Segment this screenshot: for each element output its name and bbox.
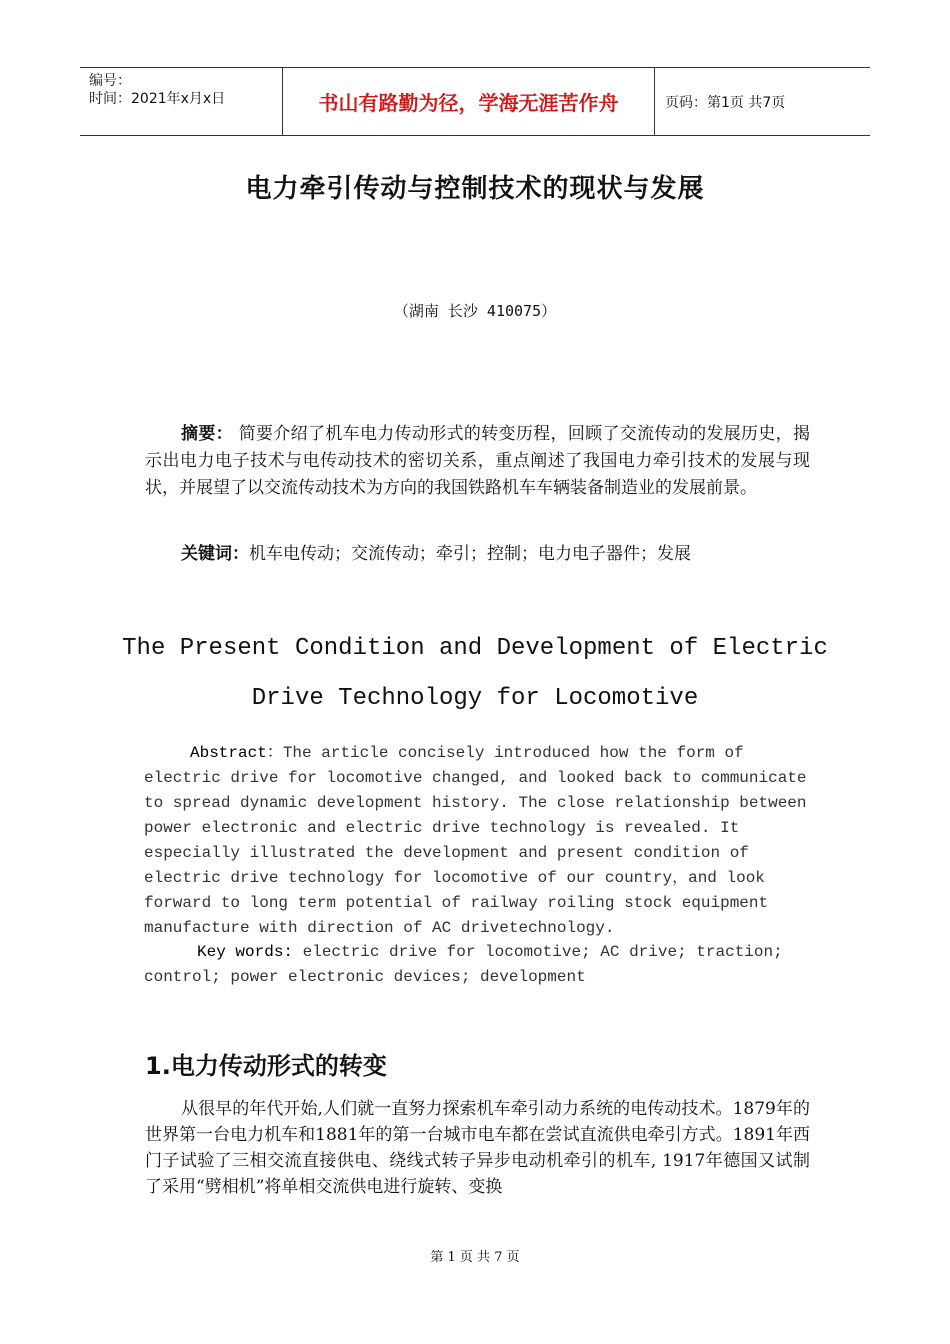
keywords-en-label: Key words:	[197, 943, 294, 961]
abstract-cn	[145, 421, 810, 502]
affiliation: （湖南 长沙 410075）	[393, 302, 557, 320]
section-heading: 1.电力传动形式的转变	[145, 1052, 387, 1080]
header-meta	[80, 68, 282, 135]
keywords-en	[144, 940, 814, 990]
english-title-line1: The Present Condition and Development of Electric	[122, 635, 828, 662]
document-title: 电力牵引传动与控制技术的现状与发展	[245, 174, 705, 204]
page-footer: 第 1 页 共 7 页	[430, 1250, 520, 1265]
number-label: 编号：	[89, 73, 131, 89]
keywords-en-text: electric drive for locomotive; AC drive; traction; control; power electronic devices; development	[144, 943, 783, 986]
time-label: 时间：2021年x月x日	[89, 91, 226, 107]
abstract-en	[144, 741, 814, 941]
abstract-en-label: Abstract：	[190, 744, 283, 762]
header-page-info: 页码：第1页 共7页	[665, 94, 786, 111]
english-title	[0, 624, 950, 724]
keywords-cn-label: 关键词：	[181, 544, 249, 564]
abstract-en-text: The article concisely introduced how the form of electric drive for locomotive changed, and looked back to communicate to spread dynamic development history. The close relationship between power electronic and electric drive technology is revealed. It especially illustrated the development and present condition of electric drive technology for locomotive of our country，and look forward to long term potential of railway roiling stock equipment manufacture with direction of AC drivetechnology.	[144, 744, 807, 937]
document-header	[80, 67, 870, 136]
header-motto: 书山有路勤为径，学海无涯苦作舟	[282, 68, 655, 135]
abstract-cn-text: 简要介绍了机车电力传动形式的转变历程，回顾了交流传动的发展历史，揭示出电力电子技术与电传动技术的密切关系，重点阐述了我国电力牵引技术的发展与现状，并展望了以交流传动技术为方向的我国铁路机车车辆装备制造业的发展前景。	[145, 424, 811, 498]
english-title-line2: Drive Technology for Locomotive	[251, 685, 699, 712]
section-paragraph: 从很早的年代开始,人们就一直努力探索机车牵引动力系统的电传动技术。1879年的世界第一台电力机车和1881年的第一台城市电车都在尝试直流供电牵引方式。1891年西门子试验了三相交流直接供电、绕线式转子异步电动机牵引的机车, 1917年德国又试制了采用“劈相机”将单相交流供电进行旋转、变换	[145, 1099, 810, 1197]
keywords-cn-text: 机车电传动；交流传动；牵引；控制；电力电子器件；发展	[249, 544, 691, 564]
abstract-cn-label: 摘要：	[181, 424, 233, 444]
keywords-cn	[145, 541, 810, 568]
